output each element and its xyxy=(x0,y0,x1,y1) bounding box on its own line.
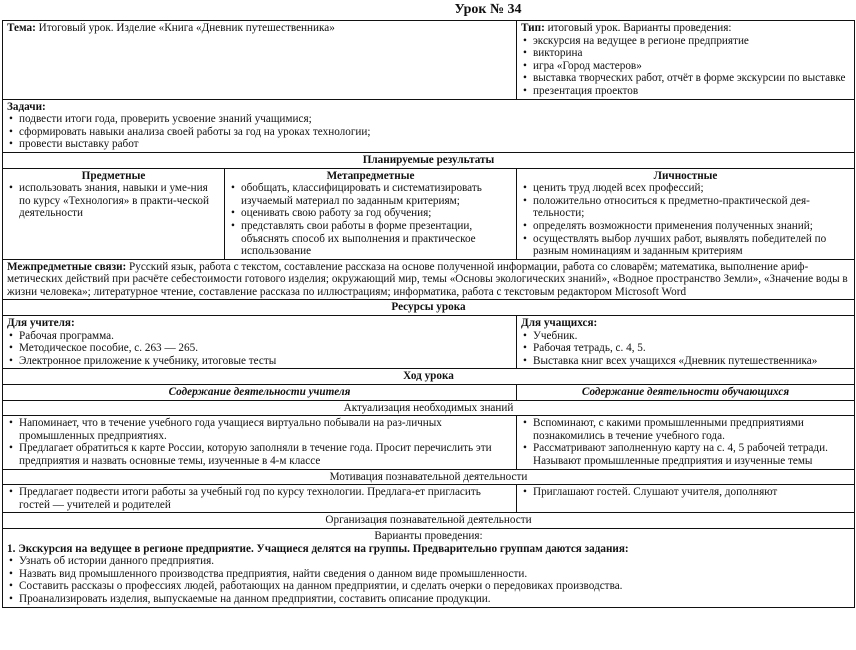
results-subject-list xyxy=(7,182,220,220)
organization-row xyxy=(3,513,855,529)
results-subject-title: Предметные xyxy=(81,169,146,182)
variant1-title: 1. Экскурсия на ведущее в регионе предприятие. Учащиеся делятся на группы. Предварительно группам даются задания: xyxy=(7,542,629,555)
stage-students-list xyxy=(521,486,850,499)
variants-title: Варианты проведения: xyxy=(374,529,483,542)
resources-teacher-label: Для учителя: xyxy=(7,317,75,330)
list-item: • Учебник. xyxy=(521,330,850,343)
tasks-cell xyxy=(3,99,855,152)
list-item: • Составить рассказы о профессиях людей, работающих на данном предприятии, и сделать очерки о передовиках производства. xyxy=(7,580,850,593)
list-item: • ценить труд людей всех профессий; xyxy=(521,182,850,195)
results-meta-cell xyxy=(225,168,517,259)
list-item: • определять возможности применения полученных знаний; xyxy=(521,220,850,233)
stage-teacher-cell xyxy=(3,416,517,469)
stage-students-cell xyxy=(517,485,855,513)
stage-row xyxy=(3,400,855,416)
interdisciplinary-label: Межпредметные связи: xyxy=(7,260,127,273)
list-item: • Рабочая тетрадь, с. 4, 5. xyxy=(521,342,850,355)
interdisciplinary-row xyxy=(3,259,855,300)
list-item: • экскурсия на ведущее в регионе предприятие xyxy=(521,35,850,48)
list-item: • обобщать, классифицировать и систематизировать изучаемый материал по заданным критериям; xyxy=(229,182,512,207)
interdisciplinary-text: Русский язык, работа с текстом, составление рассказа на основе полученной информации, работа со словарём; математика, выполнение ариф-метических действий при расчёте себестоимости готового изделия; окружающий мир, темы «Основы экологических знаний», «Водное пространство Земли», «Значение воды в жизни человека»; литературное чтение, составление рассказа по иллюстрациям; информатика, работа с текстовым редактором Microsoft Word xyxy=(7,260,848,298)
list-item: • презентация проектов xyxy=(521,85,850,98)
stage-students-cell xyxy=(517,416,855,469)
list-item: • Узнать об истории данного предприятия. xyxy=(7,555,850,568)
results-personal-list xyxy=(521,182,850,258)
list-item: • осуществлять выбор лучших работ, выявлять победителей по разным номинациям и заданным критериям xyxy=(521,233,850,258)
results-title: Планируемые результаты xyxy=(3,152,855,168)
list-item: • представлять свои работы в форме презентации, объяснять способ их выполнения и практическое использование xyxy=(229,220,512,258)
tasks-label: Задачи: xyxy=(7,100,46,113)
list-item: • Рабочая программа. xyxy=(7,330,512,343)
stage-name: Актуализация необходимых знаний xyxy=(3,400,855,416)
results-meta-list xyxy=(229,182,512,258)
resources-students-cell xyxy=(517,316,855,369)
type-list xyxy=(521,35,850,98)
list-item: • игра «Город мастеров» xyxy=(521,60,850,73)
list-item: • положительно относиться к предметно-практической дея-тельности; xyxy=(521,195,850,220)
list-item: • Выставка книг всех учащихся «Дневник путешественника» xyxy=(521,355,850,368)
list-item: • оценивать свою работу за год обучения; xyxy=(229,207,512,220)
resources-row xyxy=(3,316,855,369)
list-item: • Методическое пособие, с. 263 — 265. xyxy=(7,342,512,355)
stage-students-list xyxy=(521,417,850,467)
list-item: • Электронное приложение к учебнику, итоговые тесты xyxy=(7,355,512,368)
results-subject-cell xyxy=(3,168,225,259)
list-item: • Предлагает подвести итоги работы за учебный год по курсу технологии. Предлага-ет пригласить гостей — учителей и родителей xyxy=(7,486,512,511)
organization-name: Организация познавательной деятельности xyxy=(3,513,855,529)
tasks-list xyxy=(7,113,850,151)
results-row xyxy=(3,168,855,259)
list-item: • Приглашают гостей. Слушают учителя, дополняют xyxy=(521,486,850,499)
list-item: • Назвать вид промышленного производства предприятия, найти сведения о данном виде промышленности. xyxy=(7,568,850,581)
stage-teacher-list xyxy=(7,486,512,511)
stage-teacher-list xyxy=(7,417,512,467)
variants-cell xyxy=(3,528,855,607)
resources-teacher-list xyxy=(7,330,512,368)
interdisciplinary-cell xyxy=(3,259,855,300)
results-personal-title: Личностные xyxy=(653,169,718,182)
type-text: итоговый урок. Варианты проведения: xyxy=(547,22,732,34)
list-item: • Рассматривают заполненную карту на с. 4, 5 рабочей тетради. Называют промышленные предприятия и изученные темы xyxy=(521,442,850,467)
list-item: • подвести итоги года, проверить усвоение знаний учащимися; xyxy=(7,113,850,126)
stage-content-row xyxy=(3,416,855,469)
topic-row xyxy=(3,21,855,100)
course-columns-row xyxy=(3,385,855,401)
list-item: • Вспоминают, с какими промышленными предприятиями познакомились в течение учебного года. xyxy=(521,417,850,442)
course-col-teacher: Содержание деятельности учителя xyxy=(3,385,517,401)
list-item: • использовать знания, навыки и уме-ния по курсу «Технология» в практи-ческой деятельности xyxy=(7,182,220,220)
stage-teacher-cell xyxy=(3,485,517,513)
list-item: • Предлагает обратиться к карте России, которую заполняли в течение года. Просит перечислить эти предприятия и назвать основные темы, изученные в 4-м классе xyxy=(7,442,512,467)
tasks-row xyxy=(3,99,855,152)
list-item: • викторина xyxy=(521,47,850,60)
list-item: • сформировать навыки анализа своей работы за год на уроках технологии; xyxy=(7,126,850,139)
resources-title-row xyxy=(3,300,855,316)
course-col-students: Содержание деятельности обучающихся xyxy=(517,385,855,401)
course-title: Ход урока xyxy=(3,369,855,385)
results-meta-title: Метапредметные xyxy=(326,169,415,182)
stage-content-row xyxy=(3,485,855,513)
type-cell xyxy=(517,21,855,100)
resources-teacher-cell xyxy=(3,316,517,369)
topic-text: Итоговый урок. Изделие «Книга «Дневник путешественника» xyxy=(38,22,335,34)
list-item: • выставка творческих работ, отчёт в форме экскурсии по выставке xyxy=(521,72,850,85)
lesson-title: Урок № 34 xyxy=(454,2,522,17)
type-label: Тип: xyxy=(521,22,545,34)
resources-students-list xyxy=(521,330,850,368)
stage-row xyxy=(3,469,855,485)
topic-label: Тема: xyxy=(7,22,36,34)
resources-students-label: Для учащихся: xyxy=(521,317,598,330)
variant1-list xyxy=(7,555,850,605)
list-item: • Проанализировать изделия, выпускаемые на данном предприятии, составить описание продукции. xyxy=(7,593,850,606)
topic-cell xyxy=(3,21,517,100)
results-personal-cell xyxy=(517,168,855,259)
variants-row xyxy=(3,528,855,607)
results-title-row xyxy=(3,152,855,168)
lesson-plan-table xyxy=(2,20,855,608)
list-item: • провести выставку работ xyxy=(7,138,850,151)
resources-title: Ресурсы урока xyxy=(3,300,855,316)
course-title-row xyxy=(3,369,855,385)
stage-name: Мотивация познавательной деятельности xyxy=(3,469,855,485)
list-item: • Напоминает, что в течение учебного года учащиеся виртуально побывали на раз-личных промышленных предприятиях. xyxy=(7,417,512,442)
